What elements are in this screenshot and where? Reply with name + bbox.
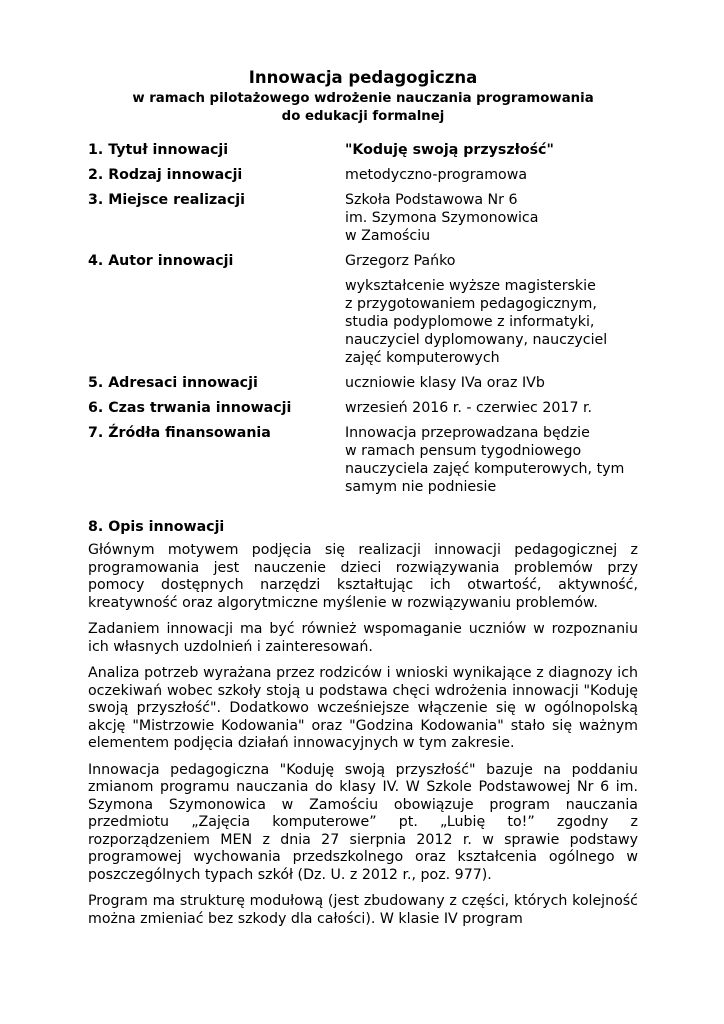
info-value-line: nauczyciela zajęć komputerowych, tym	[345, 461, 625, 477]
info-value-line: w ramach pensum tygodniowego	[345, 443, 582, 459]
info-value-line: im. Szymona Szymonowica	[345, 210, 539, 226]
info-label: 4. Autor innowacji	[88, 253, 234, 269]
info-row-recipients	[88, 374, 638, 392]
info-row-type	[88, 166, 638, 184]
author-details-line: wykształcenie wyższe magisterskie	[345, 278, 596, 294]
info-label: 1. Tytuł innowacji	[88, 142, 229, 158]
info-value	[345, 399, 638, 417]
info-label: 5. Adresaci innowacji	[88, 375, 258, 391]
info-value-line: w Zamościu	[345, 228, 431, 244]
author-details-line: z przygotowaniem pedagogicznym,	[345, 296, 597, 312]
description-paragraph: Głównym motywem podjęcia się realizacji innowacji pedagogicznej z programowania jest nauczenie dzieci rozwiązywania problemów przy pomocy dostępnych narzędzi kształtując ich otwartość, aktywność, kreatywność oraz algorytmiczne myślenie w rozwiązywaniu problemów.	[88, 542, 638, 611]
document-title: Innowacja pedagogiczna	[248, 68, 478, 87]
info-value	[345, 191, 638, 245]
info-value-line: "Koduję swoją przyszłość"	[345, 142, 554, 158]
info-value-line: Szkoła Podstawowa Nr 6	[345, 192, 518, 208]
description-paragraph: Program ma strukturę modułową (jest zbudowany z części, których kolejność można zmieniać bez szkody dla całości). W klasie IV program	[88, 893, 638, 927]
info-row-title	[88, 141, 638, 159]
info-row-location	[88, 191, 638, 245]
info-value-line: metodyczno-programowa	[345, 167, 528, 183]
description-paragraph: Analiza potrzeb wyrażana przez rodziców i wnioski wynikające z diagnozy ich oczekiwań wobec szkoły stoją u podstawa chęci wdrożenia innowacji "Koduję swoją przyszłość". Dodatkowo wcześniejsze włączenie się w ogólnopolską akcję "Mistrzowie Kodowania" oraz "Godzina Kodowania" stało się ważnym elementem podjęcia działań innowacyjnych w tym zakresie.	[88, 665, 638, 751]
document-subtitle-line-2: do edukacji formalnej	[281, 109, 445, 124]
info-value	[345, 166, 638, 184]
info-row-funding	[88, 424, 638, 496]
info-value	[345, 374, 638, 392]
info-row-duration	[88, 399, 638, 417]
document-page	[88, 66, 638, 937]
author-details-line: zajęć komputerowych	[345, 350, 500, 366]
info-row-author	[88, 252, 638, 270]
info-value	[345, 252, 638, 270]
author-details-line: studia podyplomowe z informatyki,	[345, 314, 595, 330]
author-details	[345, 277, 638, 367]
info-label: 2. Rodzaj innowacji	[88, 167, 243, 183]
info-value	[345, 141, 638, 159]
innovation-info-table	[88, 141, 638, 496]
info-value-line: uczniowie klasy IVa oraz IVb	[345, 375, 545, 391]
info-label: 7. Źródła finansowania	[88, 425, 271, 441]
info-label: 3. Miejsce realizacji	[88, 192, 245, 208]
info-value-line: wrzesień 2016 r. - czerwiec 2017 r.	[345, 400, 593, 416]
info-value	[345, 424, 638, 496]
info-label: 6. Czas trwania innowacji	[88, 400, 292, 416]
author-details-line: nauczyciel dyplomowany, nauczyciel	[345, 332, 608, 348]
description-paragraph: Innowacja pedagogiczna "Koduję swoją przyszłość" bazuje na poddaniu zmianom programu nauczania do klasy IV. W Szkole Podstawowej Nr 6 im. Szymona Szymonowica w Zamościu obowiązuje program nauczania przedmiotu „Zajęcia komputerowe” pt. „Lubię to!” zgodny z rozporządzeniem MEN z dnia 27 sierpnia 2012 r. w sprawie podstawy programowej wychowania przedszkolnego oraz kształcenia ogólnego w poszczególnych typach szkół (Dz. U. z 2012 r., poz. 977).	[88, 761, 638, 883]
info-value-line: Innowacja przeprowadzana będzie	[345, 425, 590, 441]
section-heading-description: 8. Opis innowacji	[88, 519, 225, 535]
info-value-line: Grzegorz Pańko	[345, 253, 456, 269]
document-subtitle-line-1: w ramach pilotażowego wdrożenie nauczania programowania	[132, 91, 594, 106]
info-value-line: samym nie podniesie	[345, 479, 497, 495]
description-paragraph: Zadaniem innowacji ma być również wspomaganie uczniów w rozpoznaniu ich własnych uzdolnień i zainteresowań.	[88, 621, 638, 655]
